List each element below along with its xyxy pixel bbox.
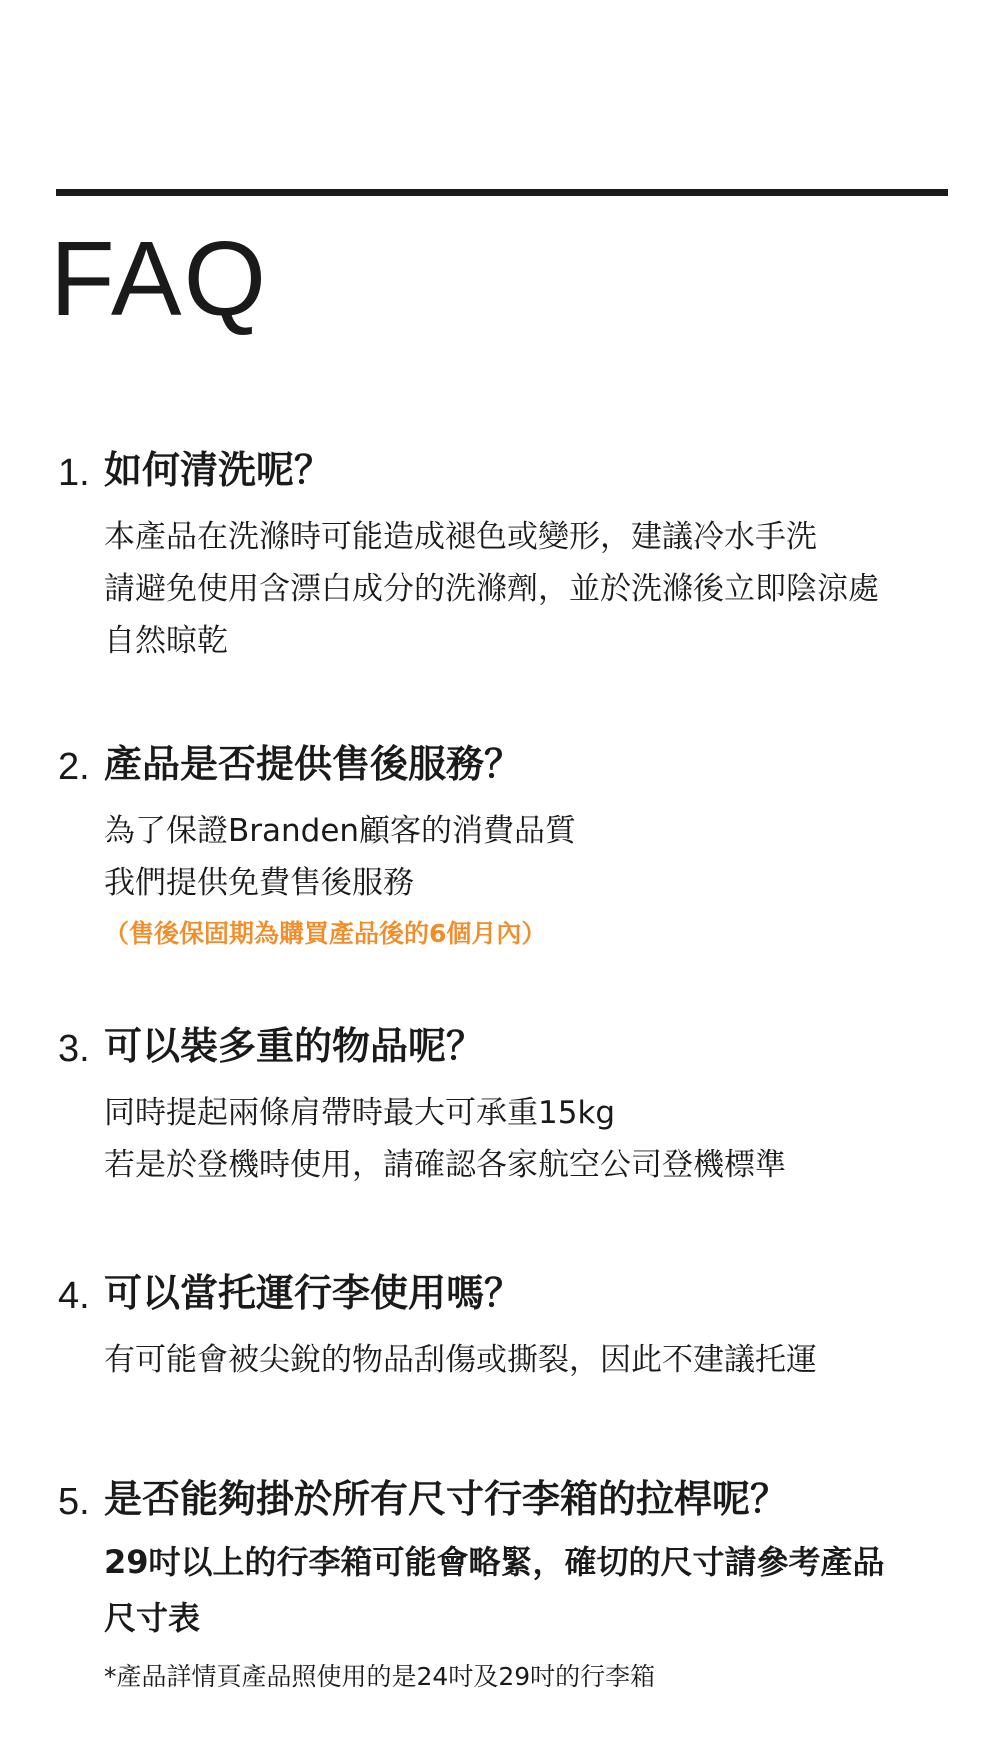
faq-question-row — [0, 441, 1000, 497]
faq-answer-line: 29吋以上的行李箱可能會略緊，確切的尺寸請參考產品 — [104, 1543, 885, 1581]
faq-number: 1. — [58, 452, 90, 494]
faq-question: 如何清洗呢？ — [104, 448, 333, 492]
faq-item-1 — [0, 441, 1000, 667]
faq-item-2 — [0, 735, 1000, 959]
faq-question: 產品是否提供售後服務？ — [104, 742, 523, 786]
faq-question: 可以當托運行李使用嗎？ — [104, 1271, 523, 1315]
faq-answer — [104, 1073, 944, 1191]
faq-answer — [104, 1526, 944, 1702]
faq-question: 可以裝多重的物品呢？ — [104, 1024, 485, 1068]
faq-number: 5. — [58, 1481, 90, 1523]
faq-answer — [104, 497, 944, 667]
product-photo-note: *產品詳情頁產品照使用的是24吋及29吋的行李箱 — [104, 1662, 656, 1691]
faq-question-row — [0, 1017, 1000, 1073]
faq-answer-line: 有可能會被尖銳的物品刮傷或撕裂，因此不建議托運 — [104, 1342, 817, 1378]
faq-question-row — [0, 1470, 1000, 1526]
faq-answer-line: 我們提供免費售後服務 — [104, 865, 414, 901]
faq-answer-line: 同時提起兩條肩帶時最大可承重15kg — [104, 1095, 616, 1131]
faq-item-4 — [0, 1264, 1000, 1386]
faq-question-row — [0, 735, 1000, 791]
faq-answer-line: 請避免使用含漂白成分的洗滌劑，並於洗滌後立即陰涼處 — [104, 571, 879, 607]
warranty-note: （售後保固期為購買產品後的6個月內） — [104, 919, 547, 948]
faq-answer — [104, 791, 944, 959]
faq-number: 3. — [58, 1028, 90, 1070]
faq-answer-line: 為了保證Branden顧客的消費品質 — [104, 813, 577, 849]
faq-question: 是否能夠掛於所有尺寸行李箱的拉桿呢？ — [104, 1477, 789, 1521]
faq-answer-line: 若是於登機時使用，請確認各家航空公司登機標準 — [104, 1147, 786, 1183]
top-divider — [56, 189, 948, 196]
faq-answer — [104, 1320, 944, 1386]
page-title: FAQ — [50, 220, 269, 338]
faq-question-row — [0, 1264, 1000, 1320]
faq-answer-line: 尺寸表 — [104, 1599, 201, 1637]
faq-item-5 — [0, 1470, 1000, 1702]
faq-answer-line: 本產品在洗滌時可能造成褪色或變形，建議冷水手洗 — [104, 519, 817, 555]
faq-item-3 — [0, 1017, 1000, 1191]
faq-number: 2. — [58, 746, 90, 788]
faq-number: 4. — [58, 1275, 90, 1317]
faq-answer-line: 自然晾乾 — [104, 623, 228, 659]
